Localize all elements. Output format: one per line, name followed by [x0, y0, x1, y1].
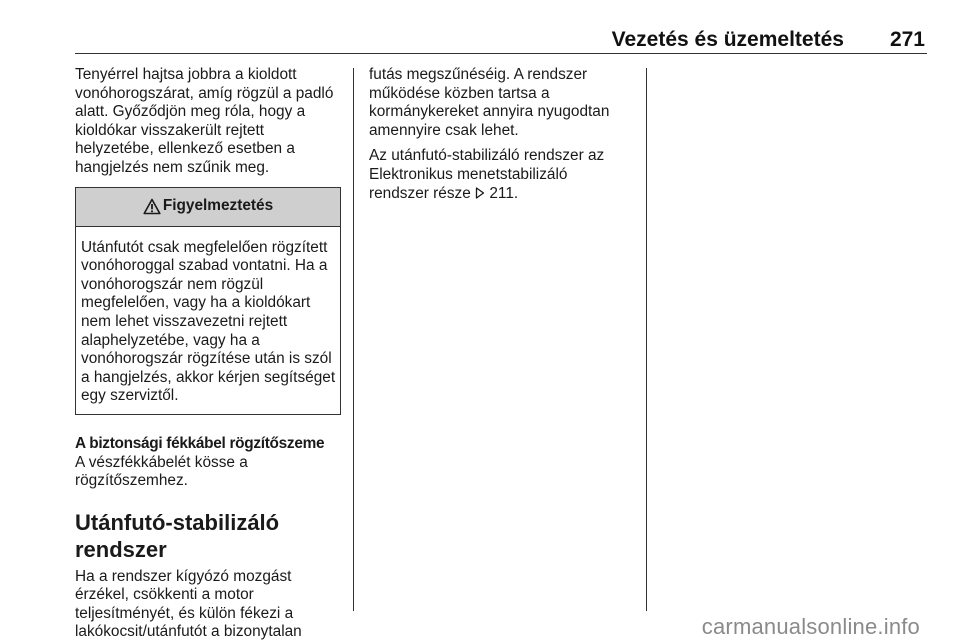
continuation-paragraph: futás megszűnéséig. A rendszer működése közben tartsa a kormánykereket annyira nyugodtan amennyire csak lehet. — [369, 66, 610, 139]
column-divider-right — [646, 68, 647, 611]
reference-text: Az utánfutó-stabilizáló rendszer az Elektronikus menetstabilizáló rendszer része — [369, 147, 605, 202]
page-reference-arrow-icon — [475, 187, 485, 199]
header-divider — [75, 53, 927, 54]
page-header-title: Vezetés és üzemeltetés — [611, 28, 844, 51]
column-left — [75, 66, 340, 642]
warning-title-bar — [76, 188, 340, 227]
page-number: 271 — [889, 28, 925, 51]
warning-title: Figyelmeztetés — [162, 197, 274, 215]
section-heading: Utánfutó-stabilizáló rendszer — [75, 509, 280, 562]
page-header — [75, 28, 925, 52]
reference-paragraph — [369, 147, 627, 203]
warning-box — [75, 187, 341, 415]
reference-page-link[interactable]: 211. — [489, 184, 519, 202]
subheading-safety-cable: A biztonsági fékkábel rögzítőszeme — [75, 434, 325, 452]
warning-triangle-icon — [143, 198, 161, 215]
warning-body: Utánfutót csak megfelelően rögzített vonóhoroggal szabad vontatni. Ha a vonóhorogszár nem rögzül megfelelően, vagy ha a kioldókart nem lehet visszavezetni rejtett alaphelyzetébe, vagy ha a vonóhorogszár rögzítése után is szól a hangjelzés, akkor kérjen segítséget egy szerviztől. — [81, 238, 336, 405]
column-divider-left — [353, 68, 354, 611]
safety-cable-text: A vészfékkábelét kösse a rögzítőszemhez. — [75, 453, 248, 490]
watermark: carmanualsonline.info — [701, 614, 920, 639]
column-middle — [369, 66, 627, 203]
intro-paragraph: Tenyérrel hajtsa jobbra a kioldott vonóhorogszárat, amíg rögzül a padló alatt. Győződjön meg róla, hogy a kioldókar visszakerült rejtett helyzetébe, ellenkező esetben a hangjelzés nem szűnik meg. — [75, 66, 334, 176]
section-text: Ha a rendszer kígyózó mozgást érzékel, csökkenti a motor teljesítményét, és külön fékezi a lakókocsit/utánfutót a bizonytalan — [75, 567, 302, 641]
